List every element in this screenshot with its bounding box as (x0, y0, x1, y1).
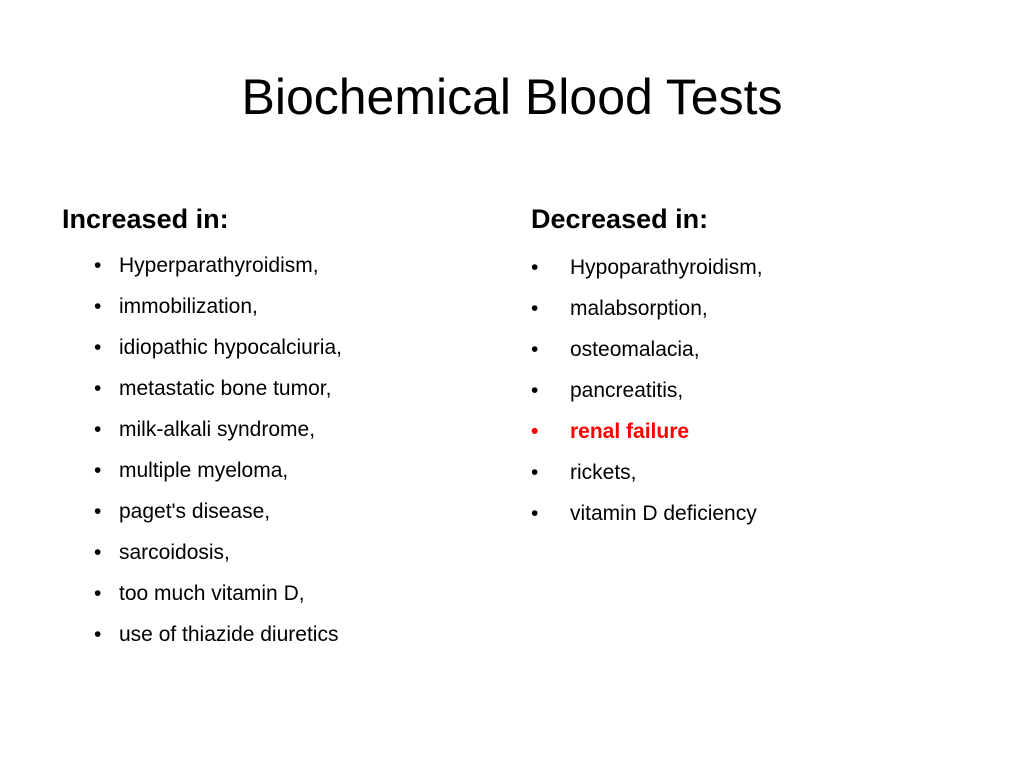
list-item-text: sarcoidosis, (119, 541, 230, 564)
bullet-icon: • (531, 256, 539, 279)
bullet-icon: • (531, 338, 539, 361)
bullet-icon: • (531, 461, 539, 484)
list-item-text: osteomalacia, (570, 338, 700, 361)
list-item-text: too much vitamin D, (119, 582, 305, 605)
list-item-text: multiple myeloma, (119, 459, 289, 482)
list-item-text: renal failure (570, 420, 690, 443)
bullet-icon: • (531, 420, 539, 443)
list-item-text: Hyperparathyroidism, (119, 254, 319, 277)
list-item-text: milk-alkali syndrome, (119, 418, 316, 441)
list-item-text: vitamin D deficiency (570, 502, 757, 525)
bullet-icon: • (94, 582, 102, 605)
bullet-icon: • (94, 254, 102, 277)
list-item-text: idiopathic hypocalciuria, (119, 336, 342, 359)
list-item-text: Hypoparathyroidism, (570, 256, 763, 279)
bullet-icon: • (94, 500, 102, 523)
bullet-icon: • (531, 297, 539, 320)
bullet-icon: • (94, 377, 102, 400)
slide-title: Biochemical Blood Tests (241, 69, 783, 125)
bullet-icon: • (94, 459, 102, 482)
bullet-icon: • (94, 336, 102, 359)
list-item-text: pancreatitis, (570, 379, 684, 402)
list-item-text: rickets, (570, 461, 637, 484)
bullet-icon: • (94, 418, 102, 441)
bullet-icon: • (94, 541, 102, 564)
bullet-icon: • (531, 379, 539, 402)
list-item-text: paget's disease, (119, 500, 271, 523)
list-item-text: metastatic bone tumor, (119, 377, 332, 400)
increased-heading: Increased in: (62, 204, 229, 234)
bullet-icon: • (94, 295, 102, 318)
bullet-icon: • (531, 502, 539, 525)
list-item-text: immobilization, (119, 295, 258, 318)
list-item-text: malabsorption, (570, 297, 708, 320)
bullet-icon: • (94, 623, 102, 646)
decreased-heading: Decreased in: (531, 204, 709, 234)
list-item-text: use of thiazide diuretics (119, 623, 339, 646)
